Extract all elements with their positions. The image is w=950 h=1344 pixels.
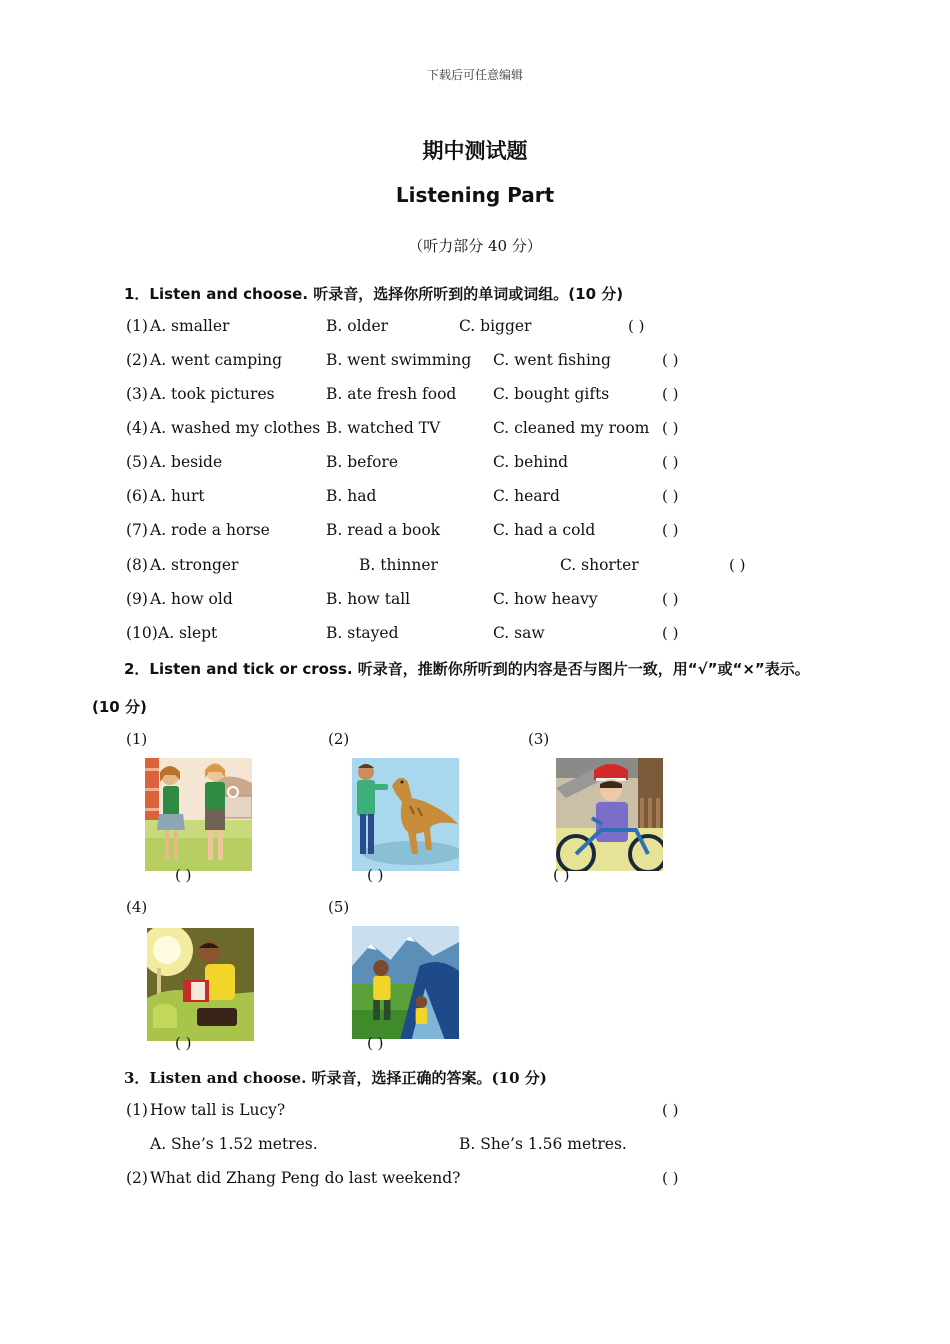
answer-blank: ( ) xyxy=(662,419,679,437)
question-number: (4) xyxy=(126,419,148,437)
option-c: C. bigger xyxy=(459,317,532,335)
answer-blank: ( ) xyxy=(729,556,746,574)
answer-blank: ( ) xyxy=(662,1169,679,1187)
option-c: C. had a cold xyxy=(493,521,596,539)
picture-label: (5) xyxy=(328,898,350,916)
answer-blank: ( ) xyxy=(662,385,679,403)
option-b: B. She’s 1.56 metres. xyxy=(459,1135,627,1153)
picture-answer-blank: ( ) xyxy=(367,1034,384,1052)
option-b: B. how tall xyxy=(326,590,411,608)
girls-talking-picture xyxy=(145,758,252,871)
option-a: A. hurt xyxy=(150,487,205,505)
picture-answer-blank: ( ) xyxy=(553,866,570,884)
section2-heading-points: (10 分) xyxy=(92,698,147,716)
picture-label: (2) xyxy=(328,730,350,748)
option-c: C. how heavy xyxy=(493,590,598,608)
option-c: C. behind xyxy=(493,453,569,471)
boy-bicycle-picture xyxy=(556,758,663,871)
answer-blank: ( ) xyxy=(662,624,679,642)
option-a: A. smaller xyxy=(150,317,230,335)
option-a: A. how old xyxy=(150,590,233,608)
question-number: (5) xyxy=(126,453,148,471)
question-number: (1) xyxy=(126,1101,148,1119)
question-number: (2) xyxy=(126,1169,148,1187)
boy-reading-picture xyxy=(147,928,254,1041)
answer-blank: ( ) xyxy=(662,351,679,369)
option-b: B. older xyxy=(326,317,389,335)
answer-blank: ( ) xyxy=(662,590,679,608)
camping-picture xyxy=(352,926,459,1039)
option-a: A. rode a horse xyxy=(150,521,270,539)
picture-answer-blank: ( ) xyxy=(175,866,192,884)
section1-heading: 1．Listen and choose. 听录音，选择你所听到的单词或词组。(10 分) xyxy=(124,285,624,303)
option-a: A. slept xyxy=(158,624,218,642)
option-b: B. before xyxy=(326,453,398,471)
section2-heading: 2．Listen and tick or cross. 听录音，推断你所听到的内容是否与图片一致，用“√”或“×”表示。 xyxy=(124,660,810,678)
page-title: 期中测试题 xyxy=(422,138,528,163)
picture-label: (1) xyxy=(126,730,148,748)
option-c: C. saw xyxy=(493,624,545,642)
option-c: C. cleaned my room xyxy=(493,419,650,437)
option-a: A. She’s 1.52 metres. xyxy=(150,1135,318,1153)
answer-blank: ( ) xyxy=(662,1101,679,1119)
question-number: (3) xyxy=(126,385,148,403)
option-a: A. stronger xyxy=(150,556,239,574)
option-b: B. went swimming xyxy=(326,351,472,369)
option-a: A. went camping xyxy=(150,351,283,369)
option-a: A. took pictures xyxy=(150,385,275,403)
option-c: C. bought gifts xyxy=(493,385,610,403)
question-number: (6) xyxy=(126,487,148,505)
option-a: A. beside xyxy=(150,453,223,471)
question-number: (7) xyxy=(126,521,148,539)
section3-heading: 3．Listen and choose. 听录音，选择正确的答案。(10 分) xyxy=(124,1069,547,1087)
answer-blank: ( ) xyxy=(662,453,679,471)
option-c: C. shorter xyxy=(560,556,639,574)
answer-blank: ( ) xyxy=(662,487,679,505)
picture-label: (3) xyxy=(528,730,550,748)
option-b: B. ate fresh food xyxy=(326,385,457,403)
boy-dinosaur-picture xyxy=(352,758,459,871)
answer-blank: ( ) xyxy=(662,521,679,539)
option-b: B. thinner xyxy=(359,556,438,574)
question-number: (2) xyxy=(126,351,148,369)
points-note: （听力部分 40 分） xyxy=(408,237,542,255)
page-subtitle: Listening Part xyxy=(395,183,555,207)
question-text: How tall is Lucy? xyxy=(150,1101,286,1119)
question-number: (8) xyxy=(126,556,148,574)
picture-answer-blank: ( ) xyxy=(367,866,384,884)
option-b: B. watched TV xyxy=(326,419,441,437)
option-b: B. stayed xyxy=(326,624,399,642)
answer-blank: ( ) xyxy=(628,317,645,335)
page-header: 下载后可任意编辑 xyxy=(426,68,523,82)
option-b: B. read a book xyxy=(326,521,441,539)
option-c: C. heard xyxy=(493,487,560,505)
option-b: B. had xyxy=(326,487,377,505)
question-number: (1) xyxy=(126,317,148,335)
picture-answer-blank: ( ) xyxy=(175,1034,192,1052)
option-a: A. washed my clothes xyxy=(150,419,321,437)
option-c: C. went fishing xyxy=(493,351,611,369)
picture-label: (4) xyxy=(126,898,148,916)
question-number: (10) xyxy=(126,624,158,642)
question-text: What did Zhang Peng do last weekend? xyxy=(150,1169,461,1187)
question-number: (9) xyxy=(126,590,148,608)
